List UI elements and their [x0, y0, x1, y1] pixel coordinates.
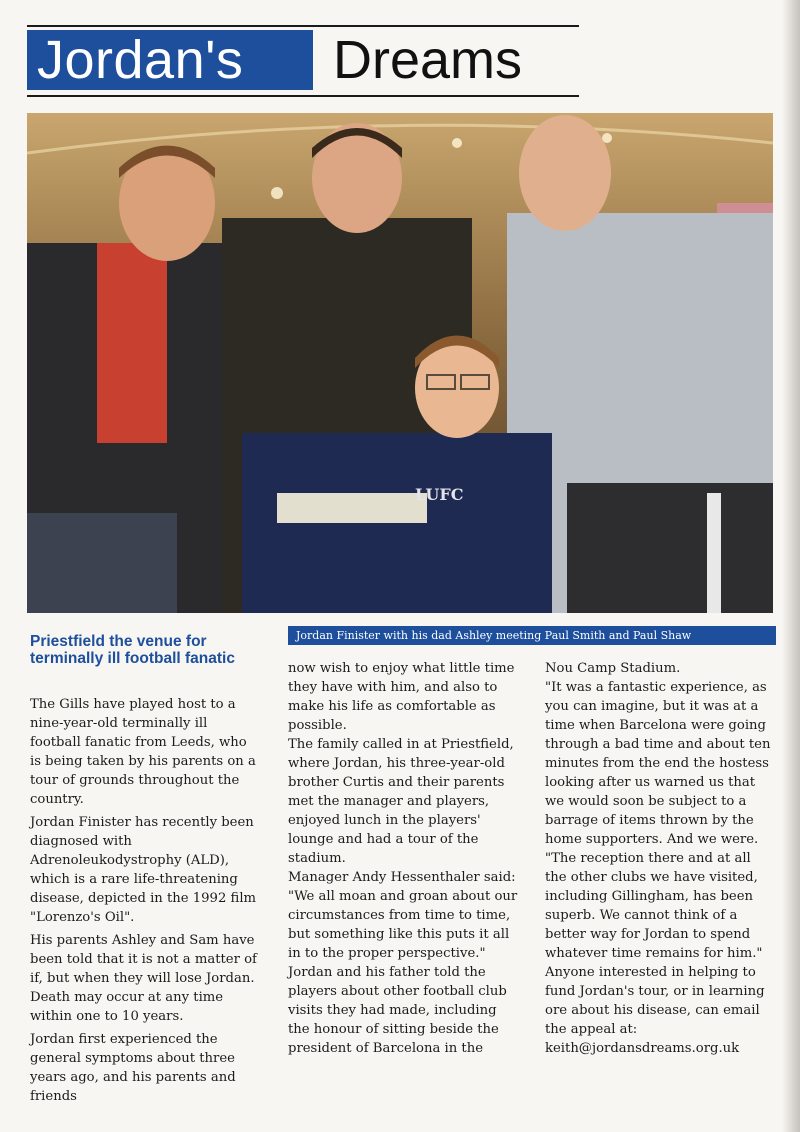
masthead-top-rule: [27, 25, 579, 27]
article-column-3: [545, 659, 775, 1058]
article-column-1: [30, 695, 258, 1106]
paragraph: Anyone interested in helping to fund Jordan's tour, or in learning ore about his disease, can email the appeal at: keith@jordansdreams.org.uk: [545, 965, 765, 1056]
masthead-title-plain: Dreams: [333, 30, 523, 90]
article-column-2: [288, 659, 518, 1058]
article-headline: Priestfield the venue for terminally ill football fanatic: [30, 633, 235, 667]
paragraph: Manager Andy Hessenthaler said: "We all moan and groan about our circumstances from time to time, but something like this puts it all in to the proper perspective.": [288, 870, 518, 961]
photo-caption: Jordan Finister with his dad Ashley meeting Paul Smith and Paul Shaw: [288, 626, 776, 645]
paragraph: The Gills have played host to a nine-year-old terminally ill football fanatic from Leeds, who is being taken by his parents on a tour of grounds throughout the country.: [30, 697, 256, 807]
paragraph: The family called in at Priestfield, where Jordan, his three-year-old brother Curtis and their parents met the manager and players, enjoyed lunch in the players' lounge and had a tour of the stadium.: [288, 737, 514, 866]
paragraph: "The reception there and at all the other clubs we have visited, including Gillingham, has been superb. We cannot think of a better way for Jordan to spend whatever time remains for him.": [545, 851, 763, 961]
article-photo: [27, 113, 773, 613]
paragraph: Nou Camp Stadium.: [545, 661, 681, 676]
shirt-text: LUFC: [415, 485, 464, 504]
masthead-title-boxed: Jordan's: [27, 30, 313, 90]
paragraph: "It was a fantastic experience, as you can imagine, but it was at a time when Barcelona were going through a bad time and about ten minutes from the end the hostess looking after us warned us that we would soon be subject to a barrage of items thrown by the home supporters. And we were.: [545, 680, 771, 847]
paragraph: His parents Ashley and Sam have been told that it is not a matter of if, but when they will lose Jordan. Death may occur at any time within one to 10 years.: [30, 933, 257, 1024]
paragraph: Jordan first experienced the general symptoms about three years ago, and his parents and friends: [30, 1032, 236, 1104]
masthead-bottom-rule: [27, 95, 579, 97]
paragraph: Jordan Finister has recently been diagnosed with Adrenoleukodystrophy (ALD), which is a rare life-threatening disease, depicted in the 1992 film "Lorenzo's Oil".: [30, 815, 257, 925]
paragraph: Jordan and his father told the players about other football club visits they had made, including the honour of sitting beside the president of Barcelona in the: [288, 965, 507, 1056]
masthead: [27, 30, 522, 90]
paragraph: now wish to enjoy what little time they have with him, and also to make his life as comfortable as possible.: [288, 661, 515, 733]
page-binding-shadow: [782, 0, 800, 1132]
